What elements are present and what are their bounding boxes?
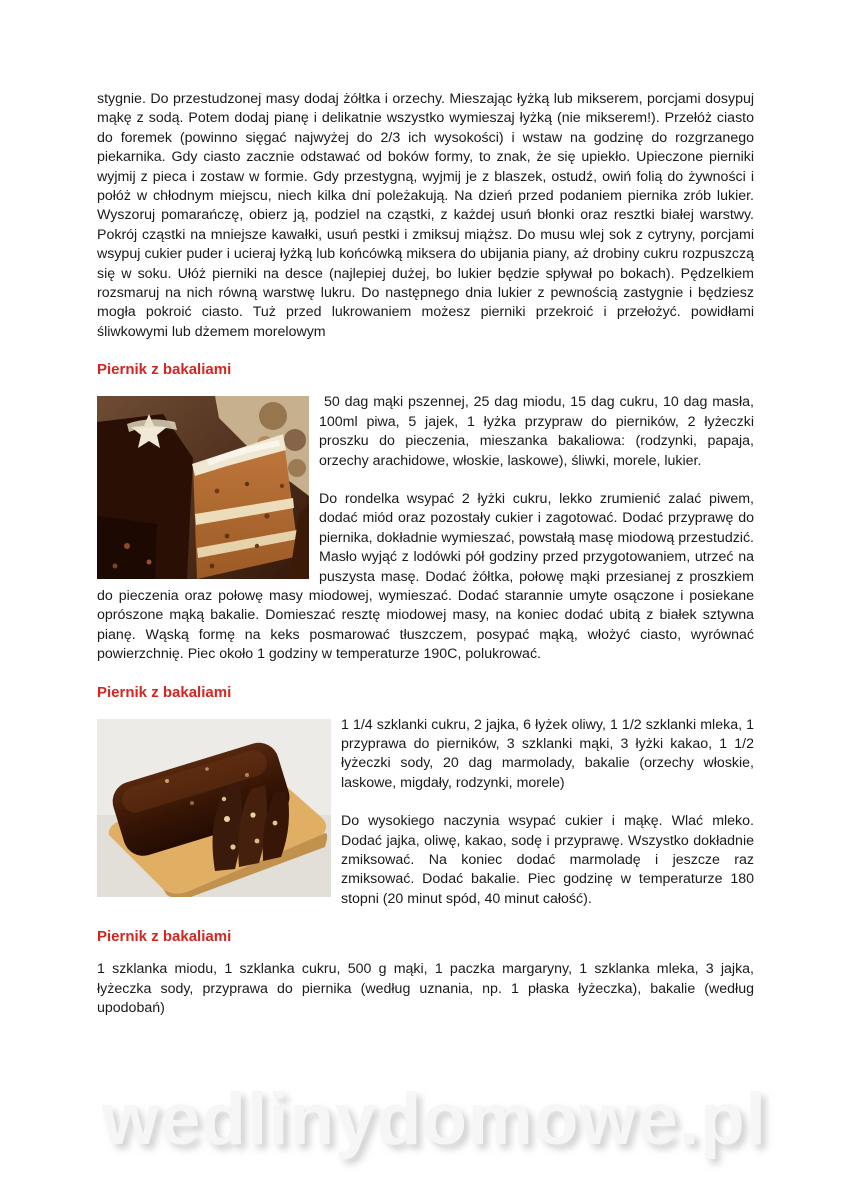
recipe-section-1	[97, 361, 754, 683]
recipe-section-2	[97, 684, 754, 929]
recipe-3-ingredients: 1 szklanka miodu, 1 szklanka cukru, 500 g mąki, 1 paczka margaryny, 1 szklanka mleka, 3 jajka, łyżeczka sody, przyprawa do piernika (według uznania, np. 1 płaska łyżeczka), bakalie (według upodobań)	[97, 961, 754, 1017]
recipe-2-instructions: Do wysokiego naczynia wsypać cukier i mąkę. Wlać mleko. Dodać jajka, oliwę, kakao, sodę i przyprawę. Wszystko dokładnie zmiksować. Na koniec dodać marmoladę i jeszcze raz zmiksować. Dodać bakalie. Piec godzinę w temperaturze 180 stopni (20 minut spód, 40 minut całość).	[341, 813, 754, 907]
document-page	[97, 90, 754, 1037]
gingerbread-loaf-photo	[97, 719, 331, 897]
recipe-2-ingredients: 1 1/4 szklanki cukru, 2 jajka, 6 łyżek oliwy, 1 1/2 szklanki mleka, 1 przyprawa do pierników, 3 szklanki mąki, 3 łyżki kakao, 1 1/2 łyżeczki sody, 20 dag marmolady, bakalie (orzechy włoskie, laskowe, migdały, rodzynki, morele)	[341, 716, 754, 791]
watermark-text: wedlinydomowe.pl	[102, 1079, 767, 1160]
recipe-3-title: Piernik z bakaliami	[97, 928, 232, 946]
recipe-1-ingredients: 50 dag mąki pszennej, 25 dag miodu, 15 dag cukru, 10 dag masła, 100ml piwa, 5 jajek, 1 łyżka przypraw do pierników, 2 łyżeczki proszku do pieczenia, mieszanka bakaliowa: (rodzynki, papaja, orzechy arachidowe, włoskie, laskowe), śliwki, morele, lukier.	[319, 394, 754, 469]
recipe-1-title: Piernik z bakaliami	[97, 361, 232, 379]
recipe-section-3	[97, 928, 754, 1018]
cake-slices-photo	[97, 396, 309, 579]
recipe-2-title: Piernik z bakaliami	[97, 683, 232, 701]
recipe-1-instructions: Do rondelka wsypać 2 łyżki cukru, lekko zrumienić zalać piwem, dodać miód oraz pozostały cukier i zagotować. Dodać przyprawę do piernika, dokładnie wymieszać, powstałą masę miodową przestudzić. Masło wyjąć z lodówki pół godziny przed przygotowaniem, utrzeć na puszysta masę. Dodać żółtka, połowę mąki przesianej z proszkiem do pieczenia oraz połowę masy miodowej, wymieszać. Dodać starannie umyte osączone i posiekane oprószone mąką bakalie. Domieszać resztę miodowej masy, na koniec dodać ubitą z białek sztywna pianę. Wąską formę na keks posmarować tłuszczem, posypać mąką, włożyć ciasto, wyrównać powierzchnię. Piec około 1 godziny w temperaturze 190C, polukrować.	[97, 490, 754, 663]
intro-paragraph: stygnie. Do przestudzonej masy dodaj żółtka i orzechy. Mieszając łyżką lub mikserem, porcjami dosypuj mąkę z sodą. Potem dodaj pianę i delikatnie wszystko wymieszaj łyżką (nie mikserem!). Przełóż ciasto do foremek (powinno sięgać najwyżej do 2/3 ich wysokości) i wstaw na godzinę do rozgrzanego piekarnika. Gdy ciasto zacznie odstawać od boków formy, to znak, że się upiekło. Upieczone pierniki wyjmij z pieca i zostaw w formie. Gdy przestygną, wyjmij je z blaszek, ostudź, owiń folią do żywności i połóż w chłodnym miejscu, niech kilka dni poleżakują. Na dzień przed podaniem piernika zrób lukier. Wyszoruj pomarańczę, obierz ją, podziel na cząstki, z każdej usuń błonki oraz resztki białej warstwy. Pokrój cząstki na mniejsze kawałki, usuń pestki i zmiksuj miąższ. Do musu wlej sok z cytryny, porcjami wsypuj cukier puder i ucieraj łyżką lub końcówką miksera do ubijania piany, aż drobiny cukru rozpuszczą się w soku. Ułóż pierniki na desce (najlepiej dużej, bo lukier będzie spływał po bokach). Pędzelkiem rozsmaruj na nich równą warstwę lukru. Do następnego dnia lukier z pewnością zastygnie i będziesz mogła pokroić ciasto. Tuż przed lukrowaniem możesz pierniki przekroić i przełożyć. powidłami śliwkowymi lub dżemem morelowym	[97, 91, 754, 340]
